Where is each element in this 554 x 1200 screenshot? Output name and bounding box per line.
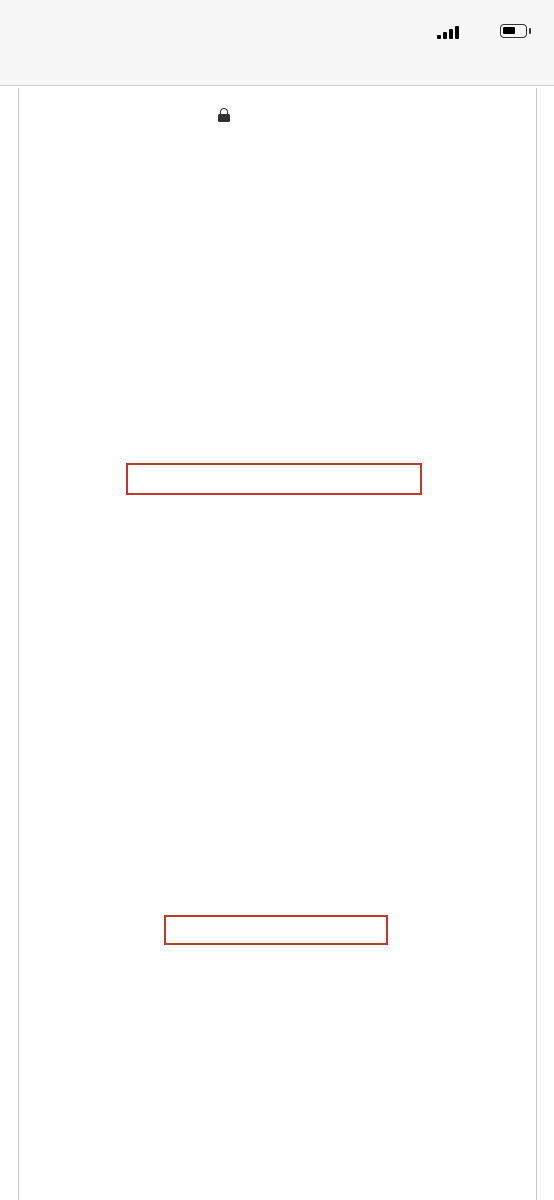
bar-line-chart [0, 948, 554, 1200]
battery-icon [500, 24, 527, 38]
bar-chart-title [164, 915, 388, 945]
status-bar [0, 0, 554, 50]
pie-charts [0, 500, 554, 690]
signal-icon [437, 25, 459, 39]
url-bar[interactable] [0, 50, 554, 86]
lock-icon [218, 108, 230, 122]
pie-chart-title [126, 463, 422, 495]
battery-cap [529, 28, 531, 34]
